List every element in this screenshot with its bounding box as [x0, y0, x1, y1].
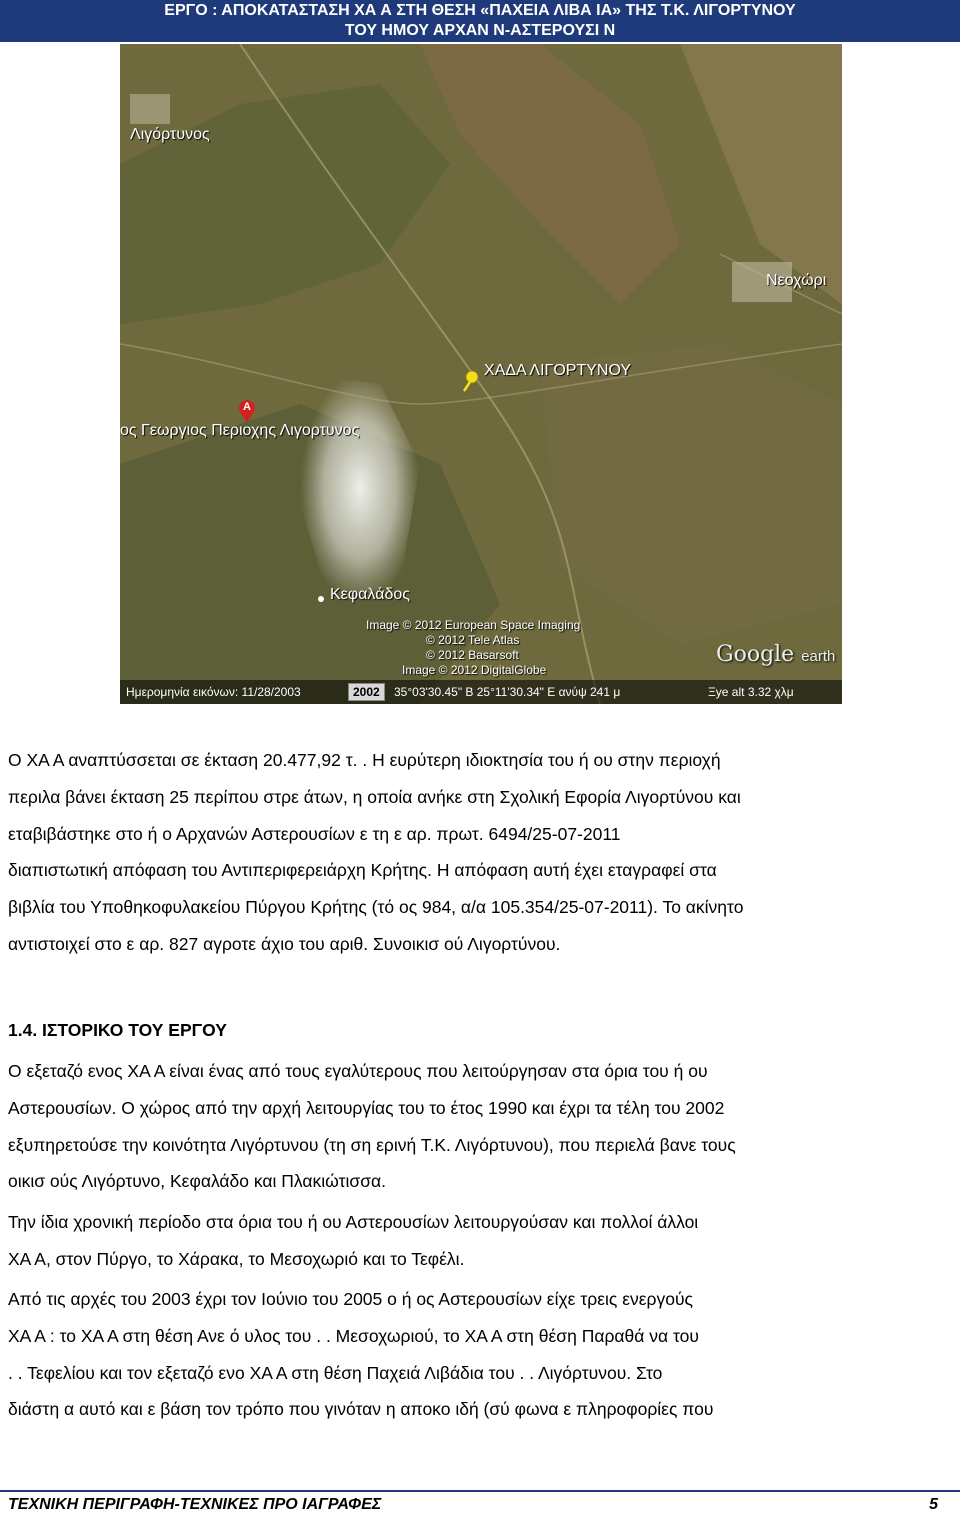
map-marker-icon	[238, 400, 256, 424]
text-line: . . Τεφελίου και τον εξεταζό ενο ΧΑ Α στη θέση Παχειά Λιβάδια του . . Λιγόρτυνου. Στο	[8, 1362, 663, 1383]
text-line: Την ίδια χρονική περίοδο στα όρια του ή ου Αστερουσίων λειτουργούσαν και πολλοί άλλοι	[8, 1212, 699, 1232]
copyright-line: Image © 2012 DigitalGlobe	[402, 663, 547, 677]
text-line: Ο ΧΑ Α αναπτύσσεται σε έκταση 20.477,92 τ. . Η ευρύτερη ιδιοκτησία του ή ου στην περιοχή	[8, 750, 721, 770]
label-kefalados: Κεφαλάδος	[330, 586, 410, 603]
text-line: Ο εξεταζό ενος ΧΑ Α είναι ένας από τους εγαλύτερους που λειτούργησαν στα όρια του ή ου	[8, 1061, 708, 1081]
paragraph-history	[8, 1053, 954, 1200]
eye-altitude: Ξye alt 3.32 χλμ	[708, 685, 794, 699]
label-neochori: Νεοχώρι	[766, 272, 827, 289]
document-header	[0, 0, 960, 42]
text-line: διαπιστωτική απόφαση του Αντιπεριφερειάρχη Κρήτης. Η απόφαση αυτή έχει εταγραφεί στα	[8, 860, 717, 881]
text-line: εταβιβάστηκε στο ή ο Αρχανών Αστερουσίων ε τη ε αρ. πρωτ. 6494/25-07-2011	[8, 823, 621, 844]
footer-title: ΤΕΧΝΙΚΗ ΠΕΡΙΓΡΑΦΗ-ΤΕΧΝΙΚΕΣ ΠΡΟ ΙΑΓΡΑΦΕΣ	[8, 1496, 382, 1513]
header-municipality: ΤΟΥ ΗΜΟΥ ΑΡΧΑΝ Ν-ΑΣΤΕΡΟΥΣΙ Ν	[344, 22, 616, 39]
paragraph-other-landfills	[8, 1204, 954, 1278]
document-footer	[0, 1490, 960, 1517]
copyright-line: Image © 2012 European Space Imaging	[366, 618, 581, 632]
label-ligortynos: Λιγόρτυνος	[130, 126, 210, 143]
text-line: περιλα βάνει έκταση 25 περίπου στρε άτων, η οποία ανήκε στη Σχολική Εφορία Λιγορτύνου και	[8, 786, 741, 807]
text-line: οικισ ούς Λιγόρτυνο, Κεφαλάδο και Πλακιώτισσα.	[8, 1171, 386, 1192]
historical-imagery-year[interactable]: 2002	[348, 683, 385, 701]
page-number: 5	[929, 1496, 938, 1513]
terrain-texture	[120, 44, 842, 704]
text-line: Από τις αρχές του 2003 έχρι τον Ιούνιο του 2005 ο ή ος Αστερουσίων είχε τρεις ενεργούς	[8, 1289, 693, 1309]
imagery-date: Ημερομηνία εικόνων: 11/28/2003	[126, 685, 301, 699]
text-line: ΧΑ Α, στον Πύργο, το Χάρακα, το Μεσοχωριό και το Τεφέλι.	[8, 1248, 465, 1269]
section-heading: 1.4. ΙΣΤΟΡΙΚΟ ΤΟΥ ΕΡΓΟΥ	[8, 1020, 227, 1040]
kefalados-dot-icon	[318, 596, 324, 602]
copyright-line: © 2012 Tele Atlas	[426, 633, 520, 647]
text-line: εξυπηρετούσε την κοινότητα Λιγόρτυνου (τη ση ερινή Τ.Κ. Λιγόρτυνου), που περιελά βανε τους	[8, 1134, 736, 1155]
coordinates-readout: 35°03'30.45" Β 25°11'30.34" Ε ανύψ 241 μ	[394, 685, 621, 699]
satellite-map-image	[120, 44, 842, 704]
logo-main: Google	[716, 642, 795, 667]
text-line: βιβλία του Υποθηκοφυλακείου Πύργου Κρήτης (τό ος 984, α/α 105.354/25-07-2011). Το ακίνητο	[8, 897, 744, 918]
paragraph-area-description	[8, 742, 954, 963]
text-line: αντιστοιχεί στο ε αρ. 827 αγροτε άχιο του αριθ. Συνοικισ ού Λιγορτύνου.	[8, 933, 561, 954]
text-line: Αστερουσίων. Ο χώρος από την αρχή λειτουργίας του το έτος 1990 και έχρι τα τέλη του 2002	[8, 1097, 725, 1118]
label-xada-ligortynou: ΧΑΔΑ ΛΙΓΟΡΤΥΝΟΥ	[484, 362, 632, 379]
text-line: διάστη α αυτό και ε βάση τον τρόπο που γινόταν η αποκο ιδή (σύ φωνα ε πληροφορίες που	[8, 1399, 714, 1420]
paragraph-active-landfills	[8, 1281, 954, 1428]
marker-letter: A	[243, 401, 251, 413]
imagery-copyright	[366, 618, 580, 678]
google-earth-logo	[716, 642, 835, 667]
map-status-bar	[120, 680, 842, 704]
text-line: ΧΑ Α : το ΧΑ Α στη θέση Ανε ό υλος του . . Μεσοχωριού, το ΧΑ Α στη θέση Παραθά να του	[8, 1325, 699, 1346]
logo-sub: earth	[801, 648, 836, 665]
header-project-title: ΕΡΓΟ : ΑΠΟΚΑΤΑΣΤΑΣΗ ΧΑ Α ΣΤΗ ΘΕΣΗ «ΠΑΧΕΙΑ ΛΙΒΑ ΙΑ» ΤΗΣ Τ.Κ. ΛΙΓΟΡΤΥΝΟΥ	[164, 2, 796, 19]
label-agios-georgios: ος Γεωργιος Περιοχης Λιγορτυνος	[120, 422, 360, 439]
copyright-line: © 2012 Basarsoft	[426, 648, 519, 662]
